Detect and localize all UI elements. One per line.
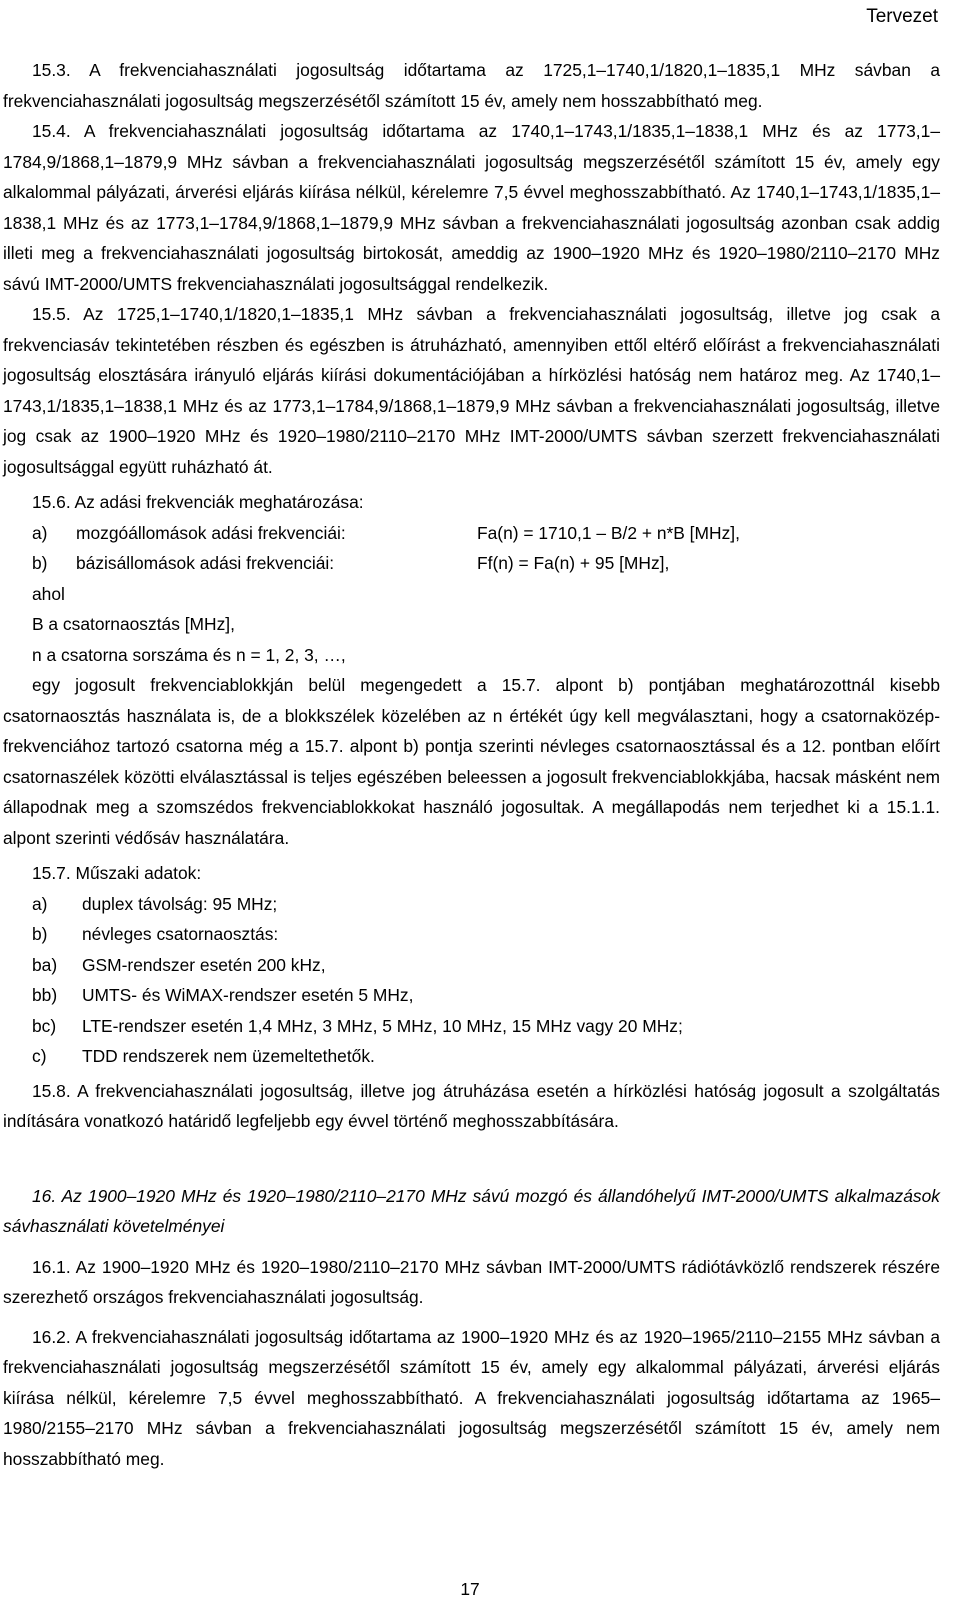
item-label: a) <box>32 522 48 543</box>
definition-line: ahol <box>32 583 65 604</box>
item-label: b) <box>32 553 48 573</box>
formula: Ff(n) = Fa(n) + 95 [MHz], <box>477 553 670 573</box>
list-item <box>3 1041 940 1072</box>
list-item <box>3 950 940 981</box>
item-label: bb) <box>32 985 58 1005</box>
page-number: 17 <box>460 1579 480 1599</box>
section-16-title: 16. Az 1900–1920 MHz és 1920–1980/2110–2170 MHz sávú mozgó és állandóhelyű IMT-2000/UMTS alkalmazások sávhasználati követelményei <box>3 1185 940 1236</box>
section-15-6-paragraph: egy jogosult frekvenciablokkján belül megengedett a 15.7. alpont b) pontjában meghatározottnál kisebb csatornaosztás használata is, de a blokkszélek közelében az n értékét úgy kell megválasztani, hogy a csatornaközép-frekvenciához tartozó csatorna még a 15.7. alpont b) pontja szerinti névleges csatornaosztással és a 12. pontban előírt csatornaszélek közötti elválasztással is teljes egészében beleessen a jogosult frekvenciablokkjába, hacsak másként nem állapodnak meg a szomszédos frekvenciablokkokat használó jogosultak. A megállapodás nem terjedhet ki a 15.1.1. alpont szerinti védősáv használatára. <box>3 675 940 848</box>
list-item <box>3 889 940 920</box>
section-15-6-heading: 15.6. Az adási frekvenciák meghatározása: <box>32 492 364 512</box>
list-item <box>3 919 940 950</box>
section-16-1: 16.1. Az 1900–1920 MHz és 1920–1980/2110–2170 MHz sávban IMT-2000/UMTS rádiótávközlő rendszerek részére szerezhető országos frekvenciahasználati jogosultság. <box>3 1256 940 1307</box>
item-label: ba) <box>32 954 58 975</box>
item-label: bc) <box>32 1015 57 1036</box>
document-body <box>3 55 940 1474</box>
item-text: mozgóállomások adási frekvenciái: <box>76 522 346 543</box>
document-status: Tervezet <box>866 6 938 27</box>
item-text: bázisállomások adási frekvenciái: <box>76 553 335 573</box>
section-16-2: 16.2. A frekvenciahasználati jogosultság időtartama az 1900–1920 MHz és az 1920–1965/2110–2155 MHz sávban a frekvenciahasználati jogosultság megszerzésétől számított 15 év, amely egy alkalommal pályázati, árverési eljárás kiírása nélkül, kérelemre 7,5 évvel meghosszabbítható. A frekvenciahasználati jogosultság időtartama az 1965–1980/2155–2170 MHz sávban a frekvenciahasználati jogosultság megszerzésétől számított 15 év, amely nem hosszabbítható meg. <box>3 1326 940 1469</box>
section-15-3: 15.3. A frekvenciahasználati jogosultság időtartama az 1725,1–1740,1/1820,1–1835,1 MHz sávban a frekvenciahasználati jogosultság megszerzésétől számított 15 év, amely nem hosszabbítható meg. <box>3 60 940 111</box>
item-text: névleges csatornaosztás: <box>82 924 279 944</box>
item-label: b) <box>32 924 48 944</box>
section-15-8: 15.8. A frekvenciahasználati jogosultság, illetve jog átruházása esetén a hírközlési hatóság jogosult a szolgáltatás indítására vonatkozó határidő legfeljebb egy évvel történő meghosszabbítására. <box>3 1080 940 1131</box>
list-item <box>3 980 940 1011</box>
definition-line: n a csatorna sorszáma és n = 1, 2, 3, …, <box>32 644 346 665</box>
item-text: UMTS- és WiMAX-rendszer esetén 5 MHz, <box>82 985 414 1005</box>
list-item <box>3 1011 940 1042</box>
section-15-7-heading: 15.7. Műszaki adatok: <box>32 863 202 883</box>
formula-row <box>3 548 940 579</box>
item-label: c) <box>32 1046 47 1066</box>
item-text: TDD rendszerek nem üzemeltethetők. <box>82 1046 375 1066</box>
definition-line: B a csatornaosztás [MHz], <box>32 614 235 634</box>
formula-row <box>3 518 940 549</box>
section-15-4: 15.4. A frekvenciahasználati jogosultság időtartama az 1740,1–1743,1/1835,1–1838,1 MHz és az 1773,1–1784,9/1868,1–1879,9 MHz sávban a frekvenciahasználati jogosultság megszerzésétől számított 15 év, amely egy alkalommal pályázati, árverési eljárás kiírása nélkül, kérelemre 7,5 évvel meghosszabbítható. Az 1740,1–1743,1/1835,1–1838,1 MHz és az 1773,1–1784,9/1868,1–1879,9 MHz sávban a frekvenciahasználati jogosultság azonban csak addig illeti meg a frekvenciahasználati jogosultság birtokosát, ameddig az 1900–1920 MHz és 1920–1980/2110–2170 MHz sávú IMT-2000/UMTS frekvenciahasználati jogosultsággal rendelkezik. <box>3 121 940 294</box>
formula: Fa(n) = 1710,1 – B/2 + n*B [MHz], <box>477 522 740 543</box>
item-text: duplex távolság: 95 MHz; <box>82 893 278 914</box>
section-15-5: 15.5. Az 1725,1–1740,1/1820,1–1835,1 MHz sávban a frekvenciahasználati jogosultság, illetve jog csak a frekvenciasáv tekintetében részben és egészben is átruházható, amennyiben ettől eltérő előírást a frekvenciahasználati jogosultság elosztására irányuló eljárás kiírási dokumentációjában a hírközlési hatóság nem határoz meg. Az 1740,1–1743,1/1835,1–1838,1 MHz és az 1773,1–1784,9/1868,1–1879,9 MHz sávban a frekvenciahasználati jogosultság, illetve jog csak az 1900–1920 MHz és 1920–1980/2110–2170 MHz IMT-2000/UMTS sávban szerzett frekvenciahasználati jogosultsággal együtt ruházható át. <box>3 304 940 477</box>
item-text: GSM-rendszer esetén 200 kHz, <box>82 954 326 975</box>
item-label: a) <box>32 893 48 914</box>
item-text: LTE-rendszer esetén 1,4 MHz, 3 MHz, 5 MHz, 10 MHz, 15 MHz vagy 20 MHz; <box>82 1015 683 1036</box>
